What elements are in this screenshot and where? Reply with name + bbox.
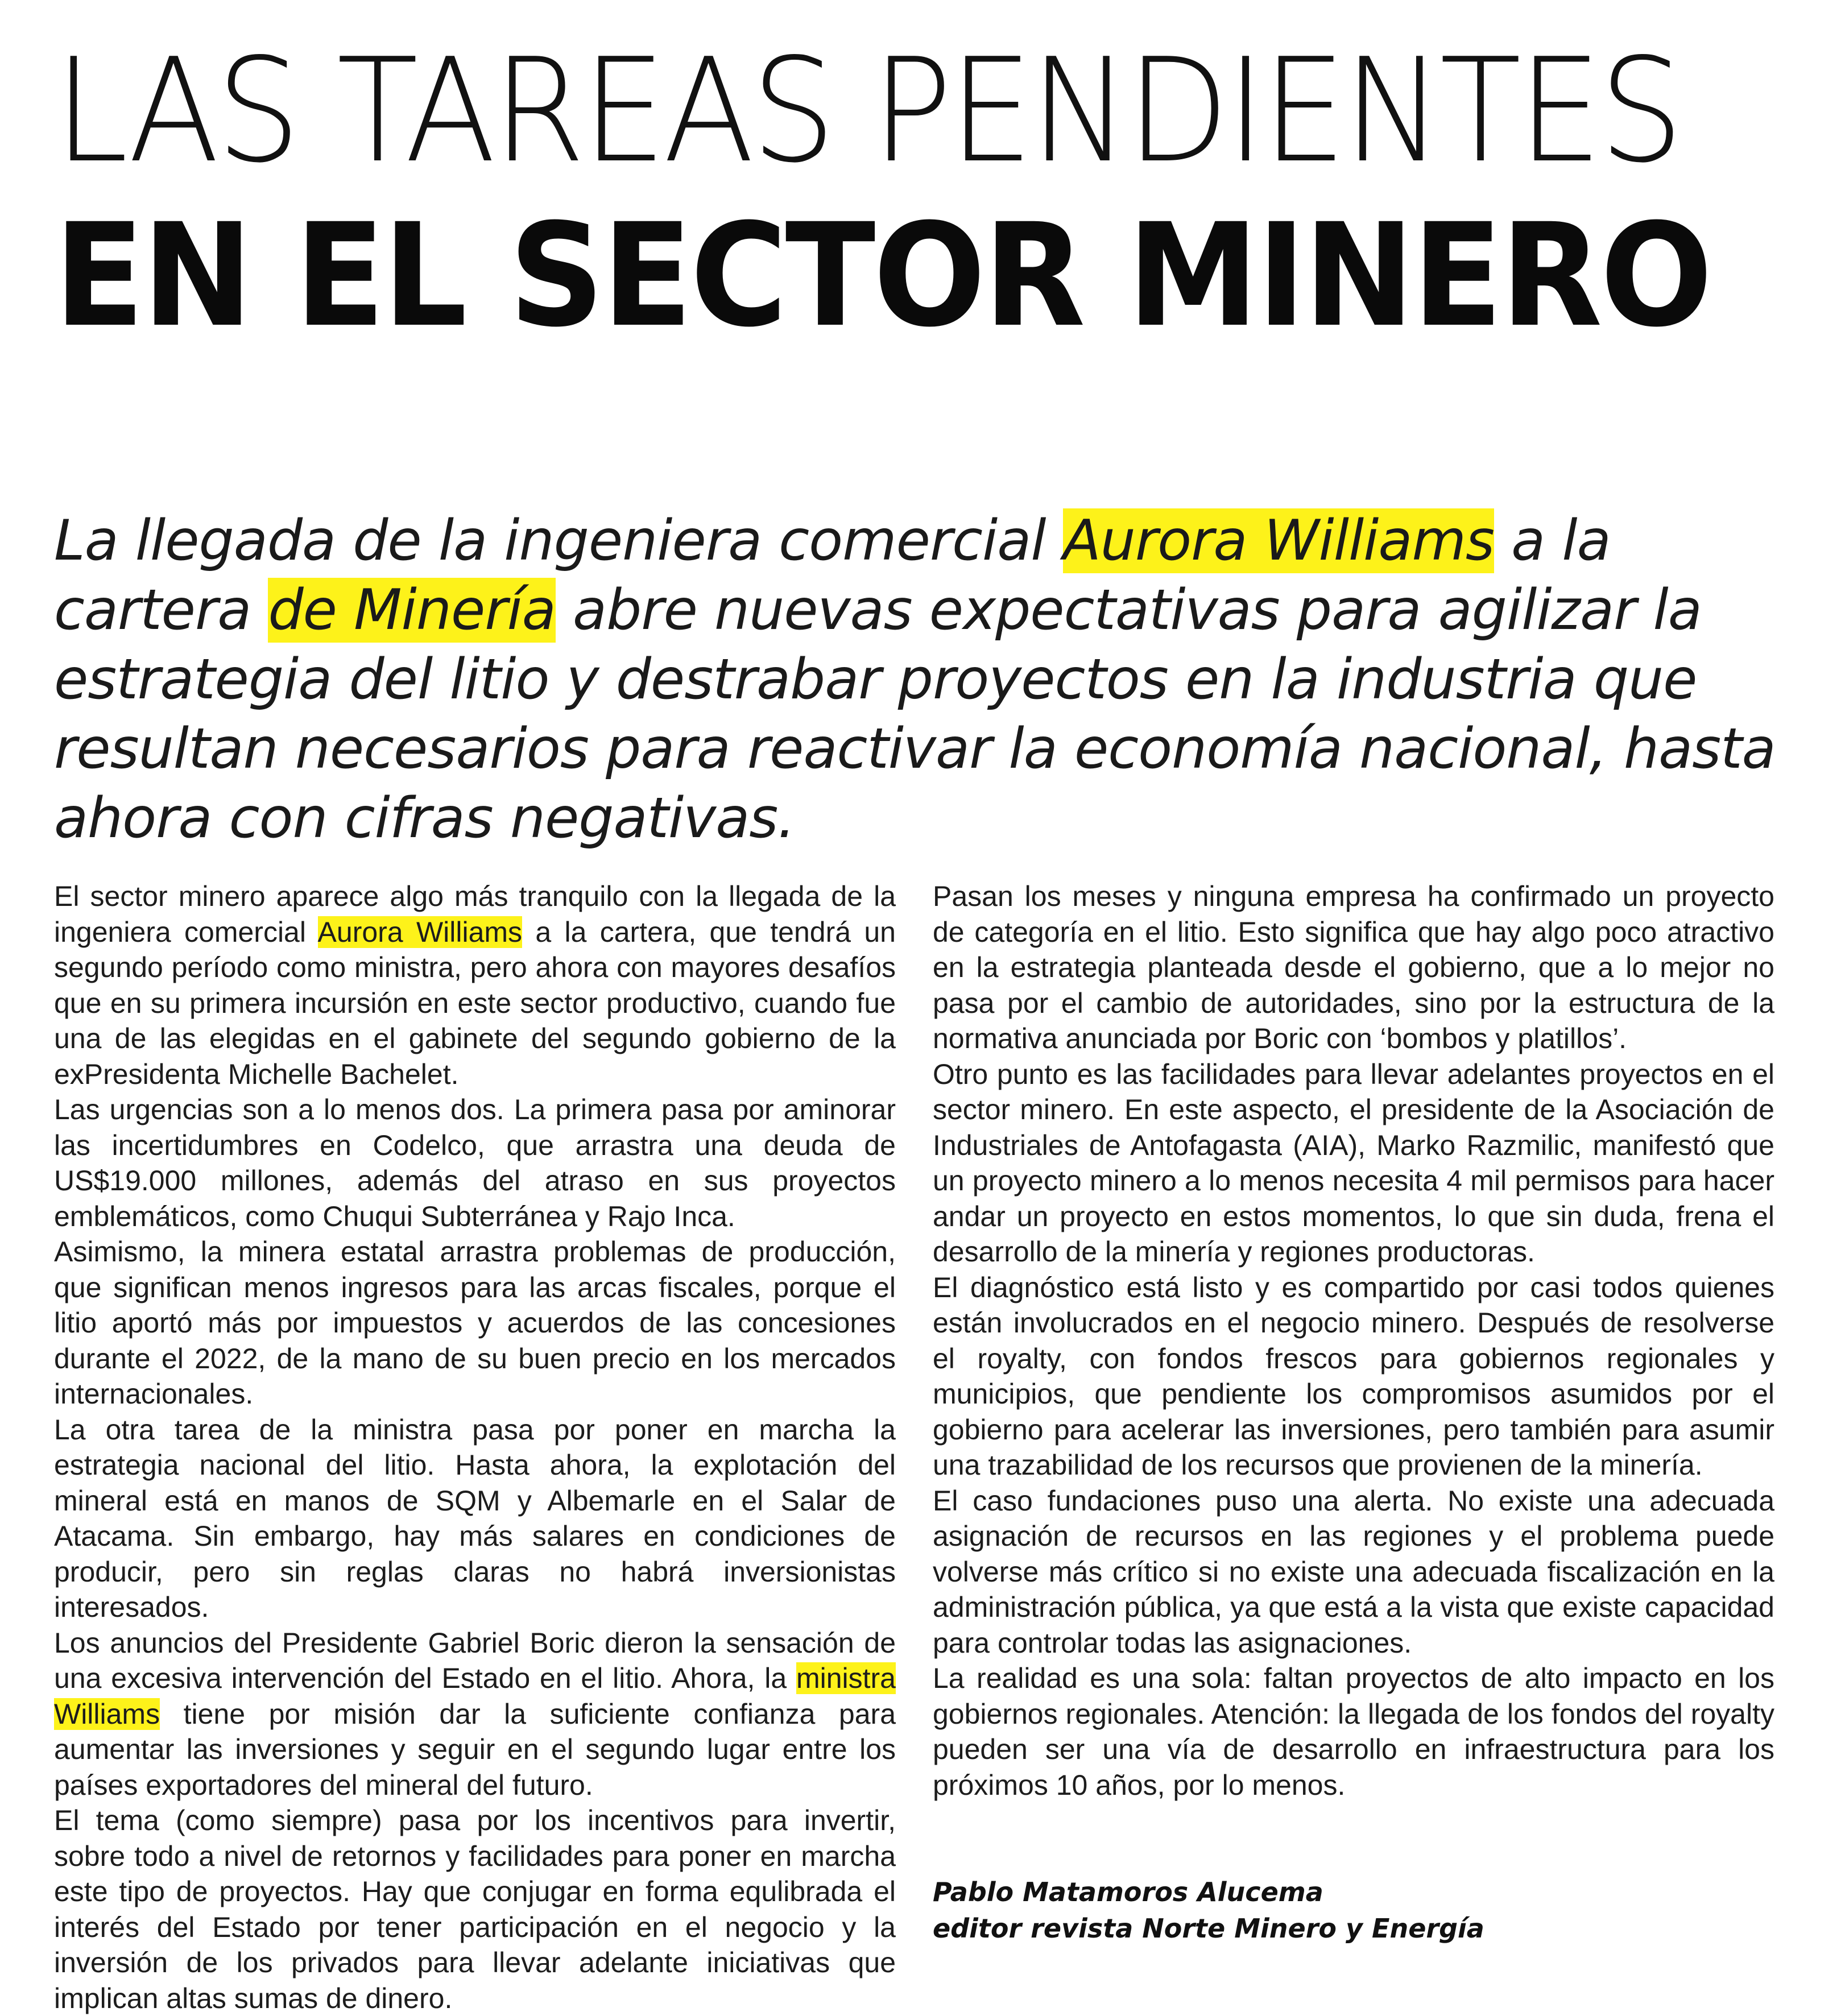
body-p1-highlight: Aurora Williams bbox=[317, 916, 523, 948]
body-paragraph-9: El diagnóstico está listo y es compartido por casi todos quienes están involucrados en el negocio minero. Después de resolverse el royalty, con fondos frescos para gobiernos regionales y municipios, que pendiente los compromisos asumidos por el gobierno para acelerar las inversiones, pero también para asumir una trazabilidad de los recursos que provienen de la minería. bbox=[933, 1271, 1774, 1481]
headline-line-2: EN EL SECTOR MINERO bbox=[54, 193, 1711, 358]
body-paragraph-7: Pasan los meses y ninguna empresa ha confirmado un proyecto de categoría en el litio. Esto significa que hay algo poco atractivo en la estrategia planteada desde el gobierno, que a lo mejor no pasa por el cambio de autoridades, sino por la estructura de la normativa anunciada por Boric con ‘bombos y platillos’. bbox=[933, 880, 1774, 1054]
body-column-right bbox=[933, 879, 1774, 1803]
lead-text-1: La llegada de la ingeniera comercial bbox=[54, 508, 1063, 573]
lead-paragraph bbox=[54, 506, 1789, 853]
lead-text-3: abre nuevas expectativas para agilizar la estrategia del litio y destrabar proyectos en la industria que resultan necesarios para reactivar la economía nacional, hasta ahora con cifras negativas. bbox=[54, 578, 1776, 851]
body-paragraph-6: El tema (como siempre) pasa por los incentivos para invertir, sobre todo a nivel de retornos y facilidades para poner en marcha este tipo de proyectos. Hay que conjugar en forma equlibrada el interés del Estado por tener participación en el negocio y la inversión de los privados para llevar adelante iniciativas que implican altas sumas de dinero. bbox=[54, 1804, 896, 2014]
lead-text-2: a la cartera bbox=[54, 508, 1611, 643]
body-paragraph-3: Asimismo, la minera estatal arrastra problemas de producción, que significan menos ingresos para las arcas fiscales, porque el litio aportó más por impuestos y acuerdos de las concesiones durante el 2022, de la mano de su buen precio en los mercados internacionales. bbox=[54, 1236, 896, 1410]
body-p5-text-b: tiene por misión dar la suficiente confianza para aumentar las inversiones y seguir en el segundo lugar entre los países exportadores del mineral del futuro. bbox=[54, 1698, 896, 1801]
body-paragraph-5 bbox=[54, 1625, 896, 1803]
body-paragraph-10: El caso fundaciones puso una alerta. No existe una adecuada asignación de recursos en las regiones y el problema puede volverse más crítico si no existe una adecuada fiscalización en la administración pública, ya que está a la vista que existe capacidad para controlar todas las asignaciones. bbox=[933, 1484, 1774, 1659]
body-paragraph-8: Otro punto es las facilidades para llevar adelantes proyectos en el sector minero. En este aspecto, el presidente de la Asociación de Industriales de Antofagasta (AIA), Marko Razmilic, manifestó que un proyecto minero a lo menos necesita 4 mil permisos para hacer andar un proyecto en estos momentos, lo que sin duda, frena el desarrollo de la minería y regiones productoras. bbox=[933, 1058, 1774, 1268]
body-paragraph-11: La realidad es una sola: faltan proyectos de alto impacto en los gobiernos regionales. Atención: la llegada de los fondos del royalty pueden ser una vía de desarrollo en infraestructura para los próximos 10 años, por lo menos. bbox=[933, 1662, 1774, 1801]
headline-line-1: LAS TAREAS PENDIENTES bbox=[54, 28, 1681, 194]
body-paragraph-2: Las urgencias son a lo menos dos. La primera pasa por aminorar las incertidumbres en Codelco, que arrastra una deuda de US$19.000 millones, además del atraso en sus proyectos emblemáticos, como Chuqui Subterránea y Rajo Inca. bbox=[54, 1094, 896, 1232]
lead-highlight-ministry: de Minería bbox=[268, 578, 556, 643]
body-p5-highlight: ministra Williams bbox=[54, 1662, 896, 1730]
body-p5-text-a: Los anuncios del Presidente Gabriel Boric dieron la sensación de una excesiva intervención del Estado en el litio. Ahora, la bbox=[54, 1626, 896, 1694]
author-name: Pablo Matamoros Alucema bbox=[933, 1877, 1323, 1907]
body-paragraph-1 bbox=[54, 879, 896, 1092]
body-column-left bbox=[54, 879, 896, 2016]
author-role: editor revista Norte Minero y Energía bbox=[933, 1913, 1484, 1944]
body-p1-text-b: a la cartera, que tendrá un segundo período como ministra, pero ahora con mayores desafíos que en su primera incursión en este sector productivo, cuando fue una de las elegidas en el gabinete del segundo gobierno de la exPresidenta Michelle Bachelet. bbox=[54, 916, 896, 1090]
body-paragraph-4: La otra tarea de la ministra pasa por poner en marcha la estrategia nacional del litio. Hasta ahora, la explotación del mineral está en manos de SQM y Albemarle en el Salar de Atacama. Sin embargo, hay más salares en condiciones de producir, pero sin reglas claras no habrá inversionistas interesados. bbox=[54, 1413, 896, 1623]
lead-highlight-name: Aurora Williams bbox=[1062, 508, 1494, 573]
author-signature bbox=[933, 1874, 1484, 1947]
body-p1-text-a: El sector minero aparece algo más tranquilo con la llegada de la ingeniera comercial bbox=[54, 880, 896, 948]
